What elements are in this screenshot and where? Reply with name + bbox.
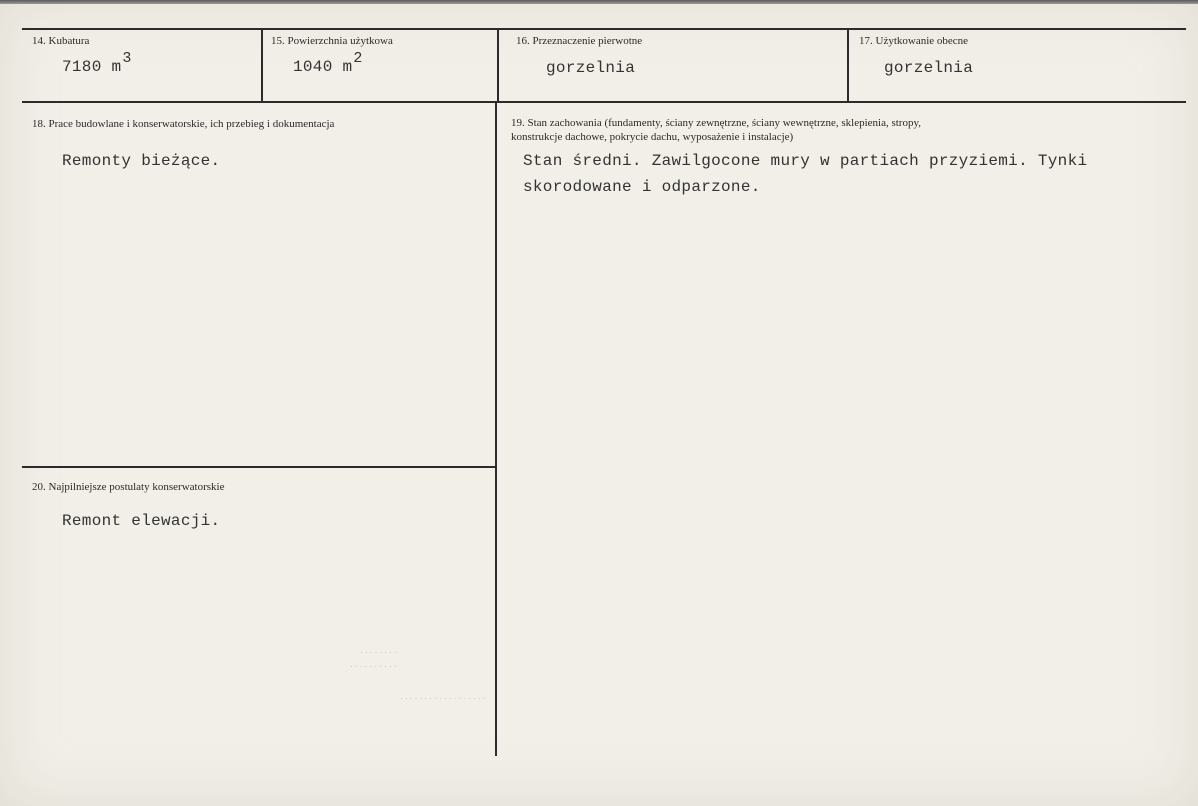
kubatura-value bbox=[62, 50, 132, 76]
row1-bottom-rule bbox=[22, 101, 1186, 103]
bleed-through-mark: · · · · · · · · bbox=[360, 648, 397, 657]
divider-16-17 bbox=[847, 28, 849, 102]
przeznaczenie-label: 16. Przeznaczenie pierwotne bbox=[516, 35, 643, 47]
row2-bottom-rule bbox=[22, 466, 496, 468]
card-top-edge bbox=[0, 0, 1198, 4]
prace-value: Remonty bieżące. bbox=[62, 152, 221, 170]
stan-value-line1: Stan średni. Zawilgocone mury w partiach przyziemi. Tynki bbox=[523, 152, 1088, 170]
powierzchnia-number: 1040 m bbox=[293, 58, 353, 76]
kubatura-label: 14. Kubatura bbox=[32, 35, 90, 47]
postulaty-value: Remont elewacji. bbox=[62, 512, 221, 530]
kubatura-exponent: 3 bbox=[122, 50, 132, 67]
divider-14-15 bbox=[261, 28, 263, 102]
powierzchnia-value bbox=[293, 50, 363, 76]
uzytkowanie-label: 17. Użytkowanie obecne bbox=[859, 35, 969, 47]
top-rule bbox=[22, 28, 1186, 30]
divider-15-16 bbox=[497, 28, 499, 102]
bleed-through-mark: · · · · · · · · · · bbox=[350, 662, 397, 671]
divider-18-19 bbox=[495, 101, 497, 756]
stan-label-line1: 19. Stan zachowania (fundamenty, ściany zewnętrzne, ściany wewnętrzne, sklepienia, stropy, bbox=[511, 117, 922, 129]
postulaty-label: 20. Najpilniejsze postulaty konserwatorskie bbox=[32, 481, 225, 493]
stan-label-line2: konstrukcje dachowe, pokrycie dachu, wyposażenie i instalacje) bbox=[511, 131, 794, 143]
bleed-through-mark: · · · · · · · · · · · · · · · · · · bbox=[400, 694, 486, 703]
uzytkowanie-value: gorzelnia bbox=[884, 59, 974, 77]
przeznaczenie-value: gorzelnia bbox=[546, 59, 636, 77]
powierzchnia-exponent: 2 bbox=[353, 50, 363, 67]
stan-value-line2: skorodowane i odparzone. bbox=[523, 178, 761, 196]
prace-label: 18. Prace budowlane i konserwatorskie, ich przebieg i dokumentacja bbox=[32, 118, 335, 130]
powierzchnia-label: 15. Powierzchnia użytkowa bbox=[271, 35, 393, 47]
kubatura-number: 7180 m bbox=[62, 58, 122, 76]
